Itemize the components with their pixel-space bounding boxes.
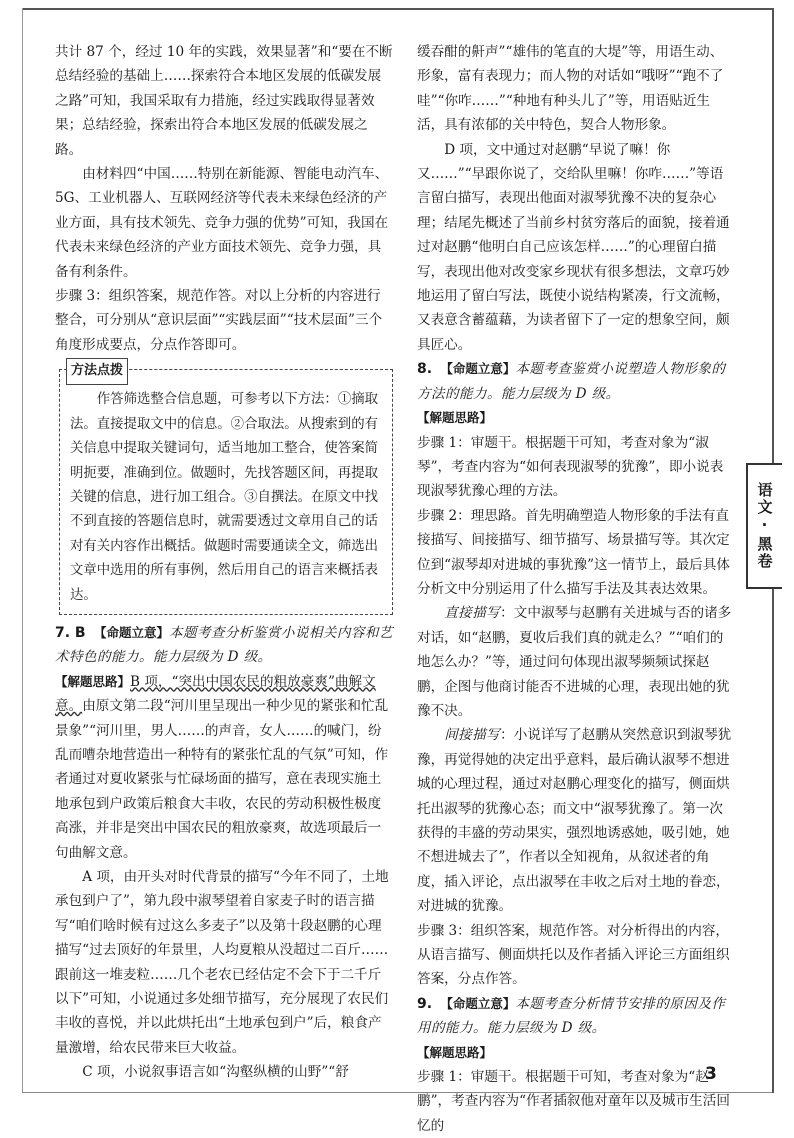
methods-tip-title: 方法点拨 <box>66 358 128 384</box>
page-frame-top <box>22 8 772 10</box>
question-9-intent-label: 【命题立意】 <box>440 995 516 1011</box>
question-8-indirect-description <box>417 723 735 918</box>
question-7-option-b-analysis: 由原文第二段“河川里呈现出一种少见的紧张和忙乱景象”“河川里，男人……的声音，女人……的喊门，纷乱而嘈杂地营造出一种特有的紧张忙乱的气氛”可知，作者通过对夏收紧张与忙碌场面的描写，意在表现实施土地承包到户政策后粮食大丰收，农民的劳动积极性极度高涨，并非是突出中国农民的粗放豪爽，故选项最后一句曲解文意。 <box>55 698 389 861</box>
question-8-intent-label: 【命题立意】 <box>440 361 516 377</box>
question-8-step-3: 步骤 3：组织答案，规范作答。对分析得出的内容，从语言描写、侧面烘托以及作者插入评论三方面组织答案，分点作答。 <box>417 922 730 988</box>
direct-description-text: ：文中淑琴与赵鹏有关进城与否的诸多对话，如“赵鹏，夏收后我们真的就走么？”“咱们的地怎么办？”等，通过问句体现出淑琴频频试探赵鹏，企图与他商讨能否不进城的心理，表现出她的犹豫不决。 <box>417 605 732 719</box>
question-8-header <box>417 357 735 406</box>
question-7-header <box>55 621 393 670</box>
subject-side-tab: 语文·黑卷 <box>746 463 782 589</box>
question-8-step-2: 步骤 2：理思路。首先明确塑造人物形象的手法有直接描写、间接描写、细节描写、场景描写等。其次定位到“淑琴却对进城的事犹豫”这一情节上，最后具体分析文中分别运用了什么描写手法及其表达效果。 <box>417 507 730 597</box>
question-9-number: 9. <box>417 995 433 1012</box>
question-7-number: 7. B <box>55 624 86 641</box>
question-7-intent-text: 本题考查分析鉴赏小说相关内容和艺术特色的能力。能力层级为 D 级。 <box>55 624 393 666</box>
question-7-option-b-key: B 项，“突出中国农民的粗放豪爽”曲解文意。 <box>55 673 376 715</box>
question-8-direct-description <box>417 601 735 723</box>
question-9-thinking-label: 【解题思路】 <box>417 1044 493 1060</box>
page-frame-left <box>22 8 23 1093</box>
left-paragraph-1: 共计 87 个，经过 10 年的实践，效果显著”和“要在不断总结经验的基础上……探索符合本地区发展的低碳发展之路”可知，我国采取有力措施，经过实践取得显著效果；总结经验，探索出符合本地区发展的低碳发展之路。 <box>55 44 393 158</box>
right-paragraph-2: D 项，文中通过对赵鹏“早说了嘛！你又……”“早跟你说了，交给队里嘛！你咋……”等语言留白描写，表现出他面对淑琴犹豫不决的复杂心理；结尾先概述了当前乡村贫穷落后的面貌，接着通过对赵鹏“他明白自己应该怎样……”的心理留白描写，表现出他对改变家乡现状有很多想法，文章巧妙地运用了留白写法，既使小说结构紧凑，行文流畅，又表意含蓄蕴藉，为读者留下了一定的想象空间，颇具匠心。 <box>417 141 730 353</box>
question-8-intent-text: 本题考查鉴赏小说塑造人物形象的方法的能力。能力层级为 D 级。 <box>417 361 726 402</box>
indirect-description-text: ：小说详写了赵鹏从突然意识到淑琴犹豫，再觉得她的决定出乎意料，最后确认淑琴不想进城的心理过程，通过对赵鹏心理变化的描写，侧面烘托出淑琴的犹豫心态；而文中“淑琴犹豫了。第一次获得的丰盛的劳动果实，强烈地诱惑她，吸引她，她不想进城去了”，作者以全知视角，从叙述者的角度，插入评论，点出淑琴在丰收之后对土地的眷恋，对进城的犹豫。 <box>417 727 732 915</box>
methods-tip-body: 作答筛选整合信息题，可参考以下方法：①摘取法。直接提取文中的信息。②合取法。从搜索到的有关信息中提取关键词句，适当地加工整合，使答案简明扼要，准确到位。做题时，先找答题区间，再提取关键的信息，进行加工组合。③自撰法。在原文中找不到直接的答题信息时，就需要透过文章用自己的话对有关内容作出概括。做题时需要通读全文，筛选出文章中选用的所有事例，然后用自己的语言来概括表达。 <box>70 392 378 603</box>
page-number: 3 <box>705 1064 717 1084</box>
left-column <box>55 40 393 1085</box>
direct-description-label: 直接描写 <box>444 605 501 622</box>
question-9-intent-text: 本题考查分析情节安排的原因及作用的能力。能力层级为 D 级。 <box>417 995 726 1037</box>
question-7-intent-label: 【命题立意】 <box>93 624 169 640</box>
question-8-number: 8. <box>417 361 433 378</box>
question-8-step-1: 步骤 1：审题干。根据题干可知，考查对象为“淑琴”，考查内容为“如何表现淑琴的犹豫”，即小说表现淑琴犹豫心理的方法。 <box>417 434 724 500</box>
methods-tip-box <box>59 363 393 615</box>
question-9-header <box>417 992 735 1041</box>
left-paragraph-2: 由材料四“中国……特别在新能源、智能电动汽车、5G、工业机器人、互联网经济等代表未来绿色经济的产业方面，具有技术领先、竞争力强的优势”可知，我国在代表未来绿色经济的产业方面技术领先、竞争力强，具备有利条件。 <box>55 166 389 280</box>
question-7-option-c-start: C 项，小说叙事语言如“沟壑纵横的山野”“舒 <box>82 1064 349 1081</box>
right-column <box>417 40 735 1138</box>
question-7-option-a-analysis: A 项，由开头对时代背景的描写“今年不同了，土地承包到户了”，第九段中淑琴望着自家麦子时的语言描写“咱们啥时候有过这么多麦子”以及第十段赵鹏的心理描写“过去顶好的年景里，人均夏粮从没超过二百斤……跟前这一堆麦粒……几个老农已经估定不会下于二千斤以下”可知，小说通过多处细节描写，充分展现了农民们丰收的喜悦，并以此烘托出“土地承包到户”后，粮食产量激增，给农民带来巨大收益。 <box>55 869 389 1056</box>
question-7-thinking-label: 【解题思路】 <box>55 673 131 689</box>
left-paragraph-3: 步骤 3：组织答案，规范作答。对以上分析的内容进行整合，可分别从“意识层面”“实践层面”“技术层面”三个角度形成要点，分点作答即可。 <box>55 288 383 353</box>
question-8-thinking-label: 【解题思路】 <box>417 410 493 426</box>
question-7-thinking <box>55 670 393 865</box>
right-paragraph-1: 缓吞酣的鼾声”“雄伟的笔直的大堤”等，用语生动、形象，富有表现力；而人物的对话如“哦呀”“跑不了哇”“你咋……”“种地有种头儿了”等，用语贴近生活，具有浓郁的关中特色，契合人物形象。 <box>417 44 724 134</box>
indirect-description-label: 间接描写 <box>444 727 501 744</box>
question-9-step-1: 步骤 1：审题干。根据题干可知，考查对象为“赵鹏”，考查内容为“作者插叙他对童年以及城市生活回忆的 <box>417 1069 730 1134</box>
